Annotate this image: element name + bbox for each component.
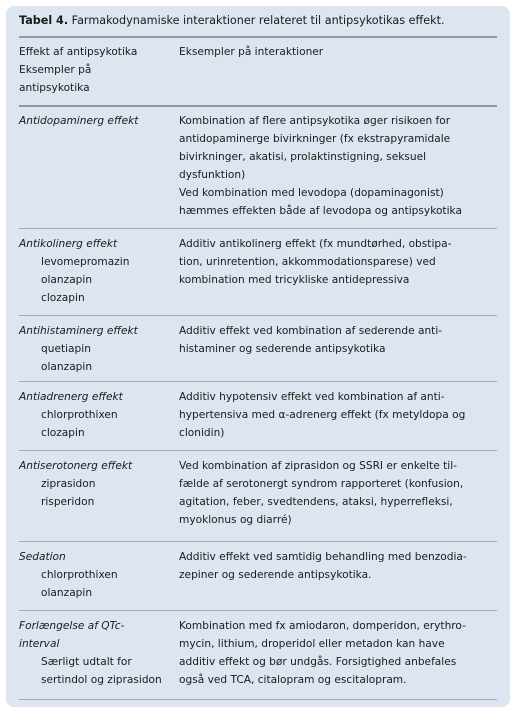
row-divider [19, 610, 497, 611]
table-row-qtc-text: Kombination med fx amiodaron, domperidon, erythro- mycin, lithium, droperidol eller metadon kan have additiv effekt og bør undgås. Forsigtighed anbefales også ved TCA, citalopram og escitalopram. [179, 620, 466, 686]
table-row-antidopaminerg-text: Kombination af flere antipsykotika øger risikoen for antidopaminerge bivirkninger (fx ekstrapyramidale bivirkninger, akatisi, prolaktinstigning, seksuel dysfunktion) Ved kombination med levodopa (dopaminagonist) hæmmes effekten både af levodopa og antipsykotika [179, 115, 462, 217]
header-bottom-rule [19, 105, 497, 107]
table-row-antihistaminerg-text: Additiv effekt ved kombination af sederende anti- histaminer og sederende antipsykotika [179, 325, 443, 355]
header-col1: Effekt af antipsykotika Eksempler på antipsykotika [19, 46, 138, 94]
table-row-antihistaminerg-effect: Antihistaminerg effekt quetiapin olanzapin [19, 325, 138, 373]
table-row-sedation-text: Additiv effekt ved samtidig behandling med benzodia- zepiner og sederende antipsykotika. [179, 551, 467, 581]
table-caption [19, 13, 499, 29]
table-row-sedation-effect: Sedation chlorprothixen olanzapin [19, 551, 118, 599]
table-row-antiadrenerg-effect: Antiadrenerg effekt chlorprothixen clozapin [19, 391, 123, 439]
table-card [6, 6, 510, 707]
table-row-antiadrenerg-text: Additiv hypotensiv effekt ved kombination af anti- hypertensiva med α-adrenerg effekt (fx metyldopa og clonidin) [179, 391, 466, 439]
row-divider [19, 228, 497, 229]
table-row-qtc-effect: Forlængelse af QTc- interval Særligt udtalt for sertindol og ziprasidon [19, 620, 162, 686]
table-row-antiserotonerg-effect: Antiserotonerg effekt ziprasidon risperidon [19, 460, 133, 508]
table-row-antikolinerg-effect: Antikolinerg effekt levomepromazin olanzapin clozapin [19, 238, 130, 304]
header-top-rule [19, 36, 497, 38]
row-divider [19, 541, 497, 542]
table-row-antidopaminerg-effect: Antidopaminerg effekt [19, 115, 139, 127]
row-divider [19, 450, 497, 451]
header-col2: Eksempler på interaktioner [179, 46, 324, 58]
table-bottom-rule [19, 699, 497, 700]
table-row-antiserotonerg-text: Ved kombination af ziprasidon og SSRI er enkelte til- fælde af serotonergt syndrom rapporteret (konfusion, agitation, feber, svedtendens, ataksi, hyperrefleksi, myoklonus og diarré) [179, 460, 464, 526]
caption-text: Farmakodynamiske interaktioner relateret til antipsykotikas effekt. [71, 14, 445, 27]
caption-label: Tabel 4. [19, 14, 69, 27]
row-divider [19, 381, 497, 382]
table-row-antikolinerg-text: Additiv antikolinerg effekt (fx mundtørhed, obstipa- tion, urinretention, akkommodationsparese) ved kombination med tricykliske antidepressiva [179, 238, 452, 286]
row-divider [19, 315, 497, 316]
